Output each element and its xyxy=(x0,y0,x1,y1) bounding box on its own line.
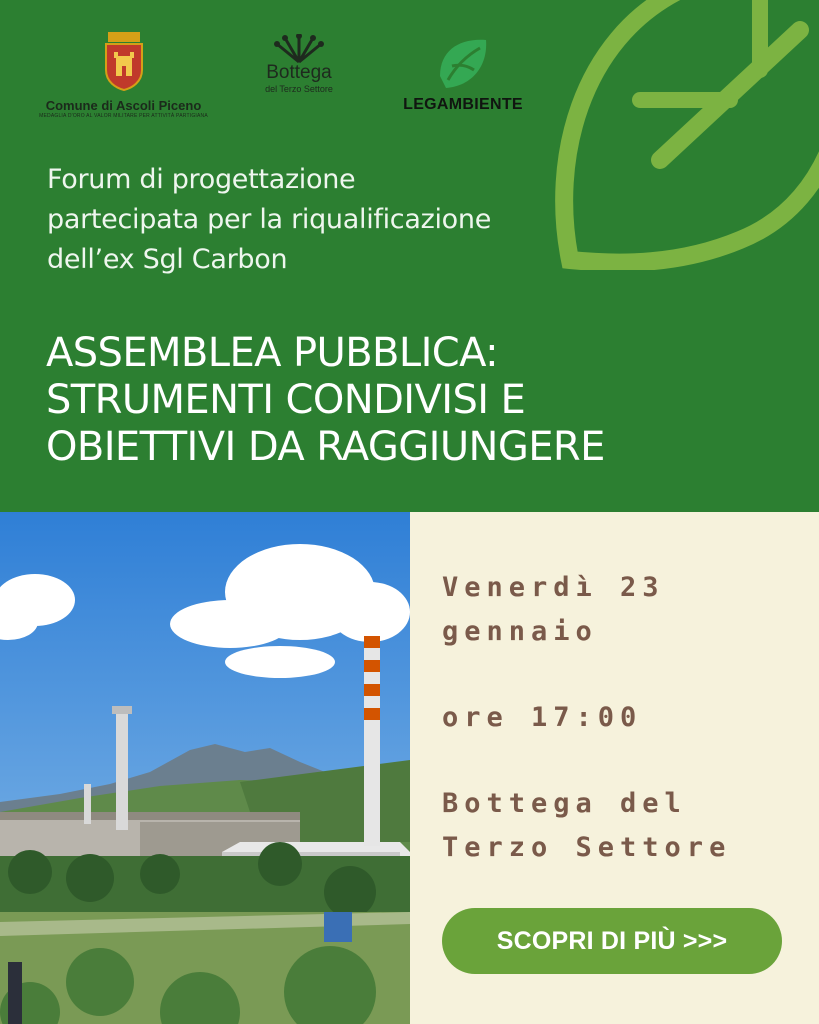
forum-line: dell’ex Sgl Carbon xyxy=(47,244,288,275)
logo-ascoli-name: Comune di Ascoli Piceno xyxy=(45,98,202,113)
discover-more-button[interactable]: SCOPRI DI PIÙ >>> xyxy=(442,908,782,974)
logo-bottega-name: Bottega xyxy=(266,62,332,83)
event-time: ore 17:00 xyxy=(442,702,643,733)
logo-bottega-subtitle: del Terzo Settore xyxy=(265,84,333,94)
striped-chimney xyxy=(364,636,380,846)
photo-illustration xyxy=(0,512,410,1024)
industrial-site-photo xyxy=(0,512,410,1024)
headline-line: ASSEMBLEA PUBBLICA: xyxy=(46,330,499,376)
logo-legambiente-name: LEGAMBIENTE xyxy=(403,96,523,113)
partner-logos xyxy=(36,28,556,128)
event-date-month: gennaio xyxy=(442,616,598,647)
forum-subtitle xyxy=(47,160,647,280)
event-details-panel xyxy=(410,512,819,1024)
event-date-day: Venerdì 23 xyxy=(442,572,665,603)
headline-line: OBIETTIVI DA RAGGIUNGERE xyxy=(46,424,605,470)
logo-ascoli-subtitle: MEDAGLIA D'ORO AL VALOR MILITARE PER ATTIVITÀ PARTIGIANA xyxy=(39,113,208,119)
city-crest-icon xyxy=(102,32,146,92)
event-headline xyxy=(46,330,786,471)
headline-line: STRUMENTI CONDIVISI E xyxy=(46,377,526,423)
logo-comune-ascoli xyxy=(36,32,211,119)
event-venue-line2: Terzo Settore xyxy=(442,832,732,863)
bottega-fan-icon xyxy=(269,34,329,64)
logo-legambiente xyxy=(388,36,538,114)
forum-line: Forum di progettazione xyxy=(47,164,356,195)
legambiente-leaf-icon xyxy=(434,36,492,92)
forum-line: partecipata per la riqualificazione xyxy=(47,204,492,235)
event-venue-line1: Bottega del xyxy=(442,788,687,819)
logo-bottega xyxy=(244,34,354,94)
